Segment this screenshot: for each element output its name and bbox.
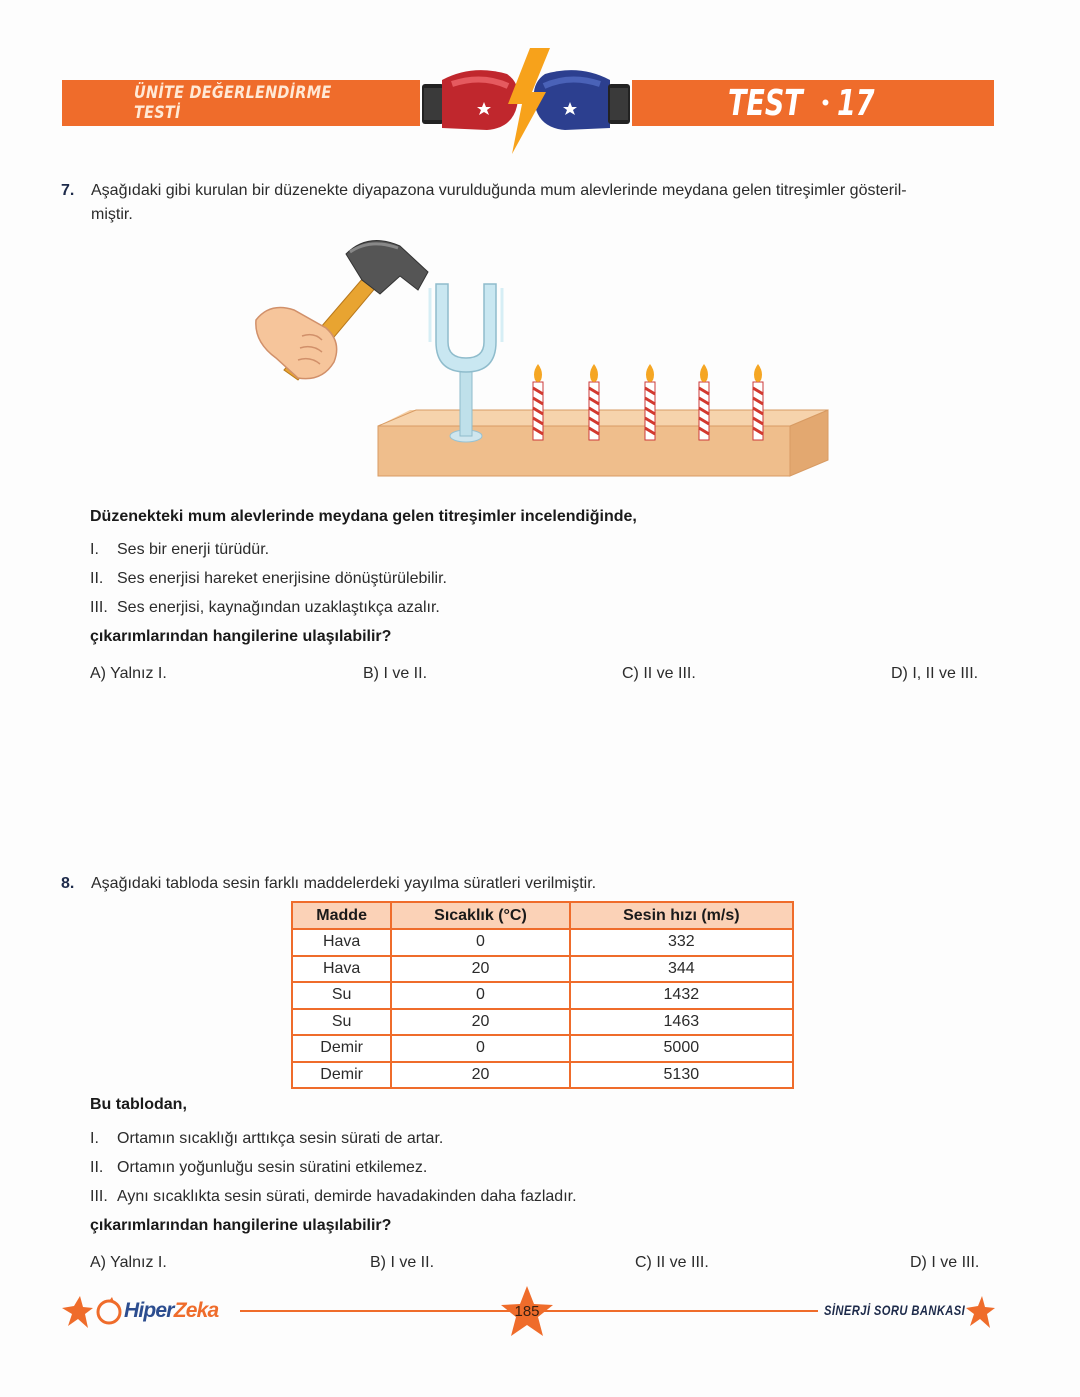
logo-mark-icon [96,1296,122,1326]
tuning-fork-figure [250,232,840,492]
statement-text: Aynı sıcaklıkta sesin sürati, demirde havadakinden daha fazladır. [117,1188,577,1205]
statement-text: Ses bir enerji türüdür. [117,541,270,558]
statement-text: Ortamın sıcaklığı arttıkça sesin sürati de artar. [117,1130,444,1147]
question-8-text: Aşağıdaki tabloda sesin farklı maddelerdeki yayılma süratleri verilmiştir. [91,875,597,892]
table-cell: Demir [292,1035,391,1062]
column-header: Sesin hızı (m/s) [570,902,793,929]
question-7-statement [90,570,447,588]
hiperzeka-logo [96,1296,218,1326]
table-cell: 5000 [570,1035,793,1062]
question-7-text-line1: Aşağıdaki gibi kurulan bir düzenekte diyapazona vurulduğunda mum alevlerinde meydana gelen titreşimler gösteril- [91,182,907,199]
statement-roman: III. [90,1188,108,1205]
statement-roman: I. [90,1130,99,1147]
question-8-statement [90,1159,427,1177]
table-cell: 20 [391,1062,569,1089]
boxing-gloves-icon [412,44,640,156]
unit-banner [62,80,420,126]
question-8-number: 8. [61,875,75,892]
table-row [292,929,793,956]
test-number: 17 [837,82,875,124]
table-header-row [292,902,793,929]
logo-text-zeka: Zeka [173,1299,219,1322]
test-banner [632,80,994,126]
brand-label: SİNERJİ SORU BANKASI [824,1302,966,1318]
table-cell: 0 [391,929,569,956]
table-row [292,1009,793,1036]
sound-speed-table [291,901,794,1089]
table-cell: Hava [292,929,391,956]
question-7-statement [90,599,440,617]
table-row [292,956,793,983]
table-cell: 332 [570,929,793,956]
column-header: Sıcaklık (°C) [391,902,569,929]
test-dot: • [821,90,830,115]
table-cell: 5130 [570,1062,793,1089]
statement-roman: II. [90,570,104,587]
statement-text: Ses enerjisi hareket enerjisine dönüştürülebilir. [117,570,447,587]
table-row [292,1062,793,1089]
statement-roman: II. [90,1159,104,1176]
question-7-option-c[interactable]: C) II ve III. [622,665,696,682]
table-cell: Su [292,982,391,1009]
table-row [292,1035,793,1062]
question-8-statement [90,1188,577,1206]
table-cell: Hava [292,956,391,983]
table-cell: Demir [292,1062,391,1089]
question-8-option-c[interactable]: C) II ve III. [635,1254,709,1271]
table-cell: 0 [391,982,569,1009]
test-label: TEST [728,82,803,124]
question-8-prompt: çıkarımlarından hangilerine ulaşılabilir? [90,1217,392,1234]
column-header: Madde [292,902,391,929]
table-row [292,982,793,1009]
question-8-option-a[interactable]: A) Yalnız I. [90,1254,167,1271]
page-number: 185 [514,1303,540,1320]
table-cell: 0 [391,1035,569,1062]
statement-text: Ses enerjisi, kaynağından uzaklaştıkça azalır. [117,599,440,616]
star-right-icon [966,1294,996,1330]
question-7-text [91,179,996,227]
statement-roman: III. [90,599,108,616]
star-left-icon [60,1294,94,1330]
table-cell: 20 [391,956,569,983]
hammer-icon [256,241,428,380]
question-8-option-d[interactable]: D) I ve III. [910,1254,980,1271]
question-7-text-line2: miştir. [91,206,133,223]
table-cell: Su [292,1009,391,1036]
statement-roman: I. [90,541,99,558]
table-cell: 344 [570,956,793,983]
unit-label: ÜNİTE DEĞERLENDİRME TESTİ [134,83,332,123]
question-8-option-b[interactable]: B) I ve II. [370,1254,435,1271]
question-8-lead: Bu tablodan, [90,1096,187,1113]
question-7-number: 7. [61,182,75,199]
question-8-statement [90,1130,443,1148]
question-7-option-d[interactable]: D) I, II ve III. [891,665,979,682]
table-cell: 20 [391,1009,569,1036]
question-7-option-b[interactable]: B) I ve II. [363,665,428,682]
logo-text-hiper: Hiper [124,1299,174,1322]
question-7-lead: Düzenekteki mum alevlerinde meydana gelen titreşimler incelendiğinde, [90,508,637,525]
table-cell: 1432 [570,982,793,1009]
statement-text: Ortamın yoğunluğu sesin süratini etkilemez. [117,1159,428,1176]
question-7-option-a[interactable]: A) Yalnız I. [90,665,167,682]
table-cell: 1463 [570,1009,793,1036]
question-7-statement [90,541,269,559]
question-7-prompt: çıkarımlarından hangilerine ulaşılabilir? [90,628,392,645]
